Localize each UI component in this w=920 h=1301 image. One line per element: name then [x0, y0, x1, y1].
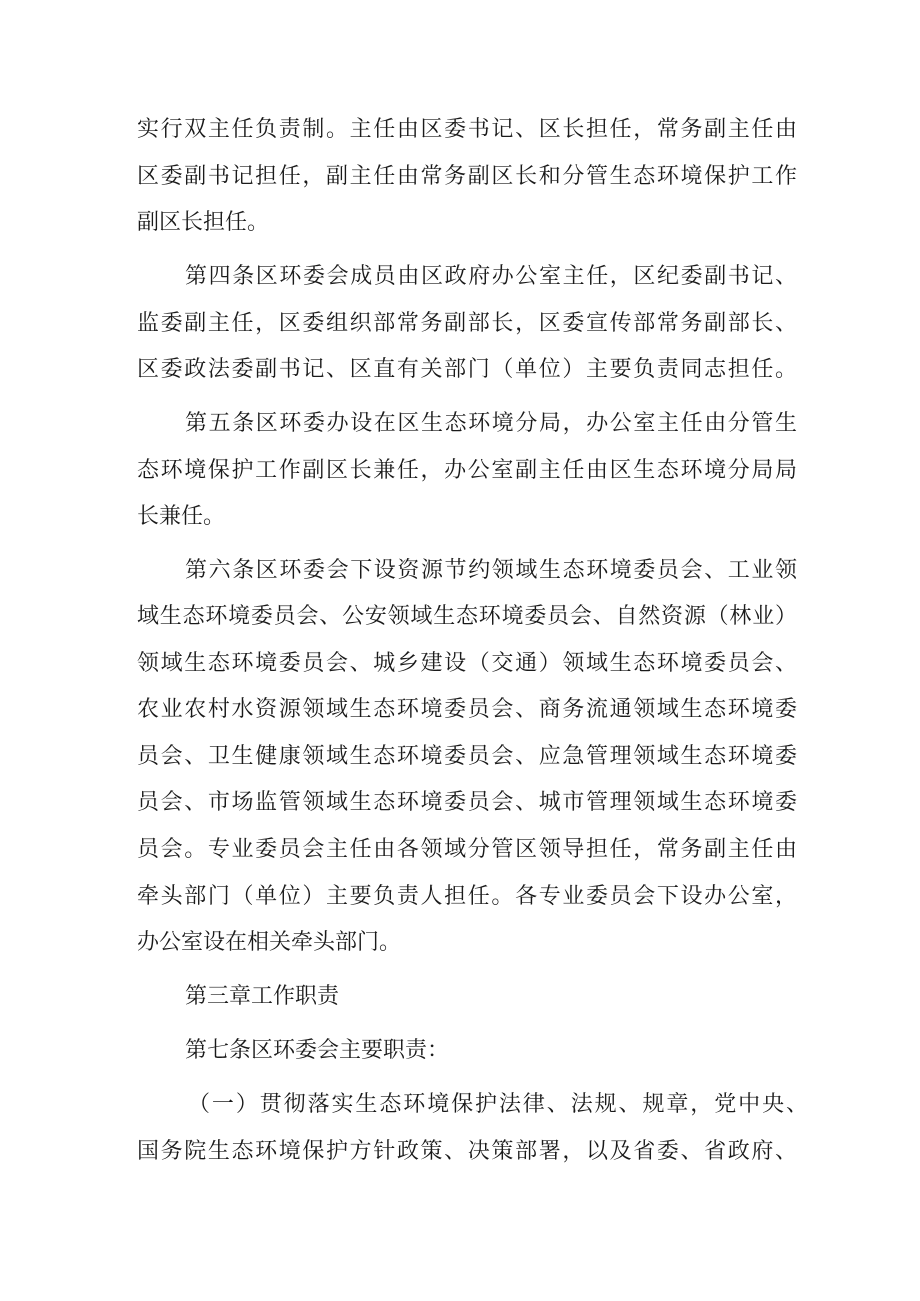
article-4-line: 第四条区环委会成员由区政府办公室主任，区纪委副书记、: [185, 264, 797, 289]
paragraph-line: 农业农村水资源领域生态环境委员会、商务流通领域生态环境委: [137, 697, 797, 722]
paragraph-line: 监委副主任，区委组织部常务副部长，区委宣传部常务副部长、: [137, 311, 797, 336]
paragraph-line: 实行双主任负责制。主任由区委书记、区长担任，常务副主任由: [137, 117, 797, 142]
paragraph-line: 办公室设在相关牵头部门。: [137, 930, 402, 955]
paragraph-line: 长兼任。: [137, 504, 226, 529]
paragraph-line: 员会、市场监管领域生态环境委员会、城市管理领域生态环境委: [137, 790, 797, 815]
list-item-1-line: （一）贯彻落实生态环境保护法律、法规、规章，党中央、: [188, 1092, 808, 1117]
article-5-line: 第五条区环委办设在区生态环境分局，办公室主任由分管生: [185, 411, 797, 436]
paragraph-line: 态环境保护工作副区长兼任，办公室副主任由区生态环境分局局: [137, 458, 797, 483]
article-6-line: 第六条区环委会下设资源节约领域生态环境委员会、工业领: [185, 558, 797, 583]
paragraph-line: 员会、卫生健康领域生态环境委员会、应急管理领域生态环境委: [137, 744, 797, 769]
paragraph-line: 区委政法委副书记、区直有关部门（单位）主要负责同志担任。: [137, 357, 797, 382]
paragraph-line: 副区长担任。: [137, 210, 270, 235]
paragraph-line: 域生态环境委员会、公安领域生态环境委员会、自然资源（林业）: [137, 604, 797, 629]
paragraph-line: 国务院生态环境保护方针政策、决策部署，以及省委、省政府、: [137, 1139, 797, 1164]
paragraph-line: 员会。专业委员会主任由各领域分管区领导担任，常务副主任由: [137, 837, 797, 862]
paragraph-line: 牵头部门（单位）主要负责人担任。各专业委员会下设办公室，: [137, 884, 797, 909]
article-7-line: 第七条区环委会主要职责：: [185, 1038, 450, 1063]
paragraph-line: 领域生态环境委员会、城乡建设（交通）领域生态环境委员会、: [137, 651, 797, 676]
paragraph-line: 区委副书记担任，副主任由常务副区长和分管生态环境保护工作: [137, 164, 797, 189]
chapter-3-heading: 第三章工作职责: [185, 984, 340, 1009]
